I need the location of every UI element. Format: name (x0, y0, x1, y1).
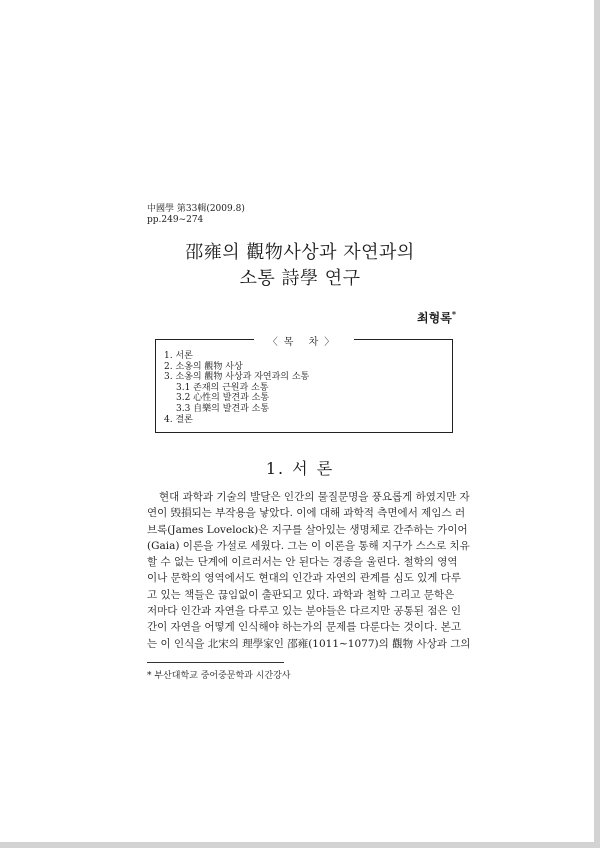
body-line: 이나 문학의 영역에서도 현대의 인간과 자연의 관계를 심도 있게 다루 (147, 572, 462, 585)
author (417, 309, 456, 326)
body-line: 간이 자연을 어떻게 인식해야 하는가의 문제를 다룬다는 것이다. 본고 (147, 621, 462, 634)
toc-heading: 〈목 차〉 (254, 333, 354, 348)
toc-list (164, 351, 309, 425)
toc-item: 3. 소옹의 觀物 사상과 자연과의 소통 (164, 372, 310, 383)
body-line: (Gaia) 이론을 가설로 세웠다. 그는 이 이론을 통해 지구가 스스로 치유 (147, 539, 470, 552)
toc-item: 1. 서론 (164, 351, 193, 361)
toc-item: 4. 결론 (164, 414, 193, 425)
journal-info (147, 204, 245, 226)
body-line: 는 이 인식을 北宋의 理學家인 邵雍(1011∼1077)의 觀物 사상과 그의 (147, 637, 471, 650)
journal-pages: pp.249∼274 (147, 215, 204, 225)
author-name: 최형록 (417, 311, 452, 325)
footnote-divider (147, 662, 284, 663)
body-line: 연이 毁損되는 부작용을 낳았다. 이에 대해 과학적 측면에서 제임스 러 (147, 507, 466, 520)
section-heading: 1. 서 론 (265, 459, 335, 478)
table-of-contents (155, 339, 453, 433)
body-line: 고 있는 책들은 끊임없이 출판되고 있다. 과학과 철학 그리고 문학은 (147, 588, 455, 601)
body-line: 저마다 인간과 자연을 다루고 있는 분야들은 다르지만 공통된 점은 인 (147, 605, 462, 618)
journal-issue: 中國學 第33輯(2009.8) (147, 204, 245, 214)
body-line: 브록(James Lovelock)은 지구를 살아있는 생명체로 간주하는 가이어 (147, 523, 468, 536)
toc-subitem: 3.2 心性의 발견과 소통 (176, 393, 270, 404)
body-line: 할 수 없는 단계에 이르러서는 안 된다는 경종을 울린다. 철학의 영역 (147, 556, 458, 569)
paper-title-line-2: 소통 詩學 연구 (239, 268, 361, 289)
toc-subitem: 3.1 존재의 근원과 소통 (176, 382, 269, 393)
paper-title-line-1: 邵雍의 觀物사상과 자연과의 (185, 242, 415, 263)
author-footnote-mark: * (451, 309, 456, 319)
body-line: 현대 과학과 기술의 발달은 인간의 물질문명을 풍요롭게 하였지만 자 (159, 491, 470, 503)
toc-item: 2. 소옹의 觀物 사상 (164, 361, 243, 372)
toc-subitem: 3.3 自樂의 발견과 소통 (176, 403, 270, 414)
footnote: * 부산대학교 중어중문학과 시간강사 (147, 671, 291, 681)
body-paragraph (147, 489, 471, 652)
